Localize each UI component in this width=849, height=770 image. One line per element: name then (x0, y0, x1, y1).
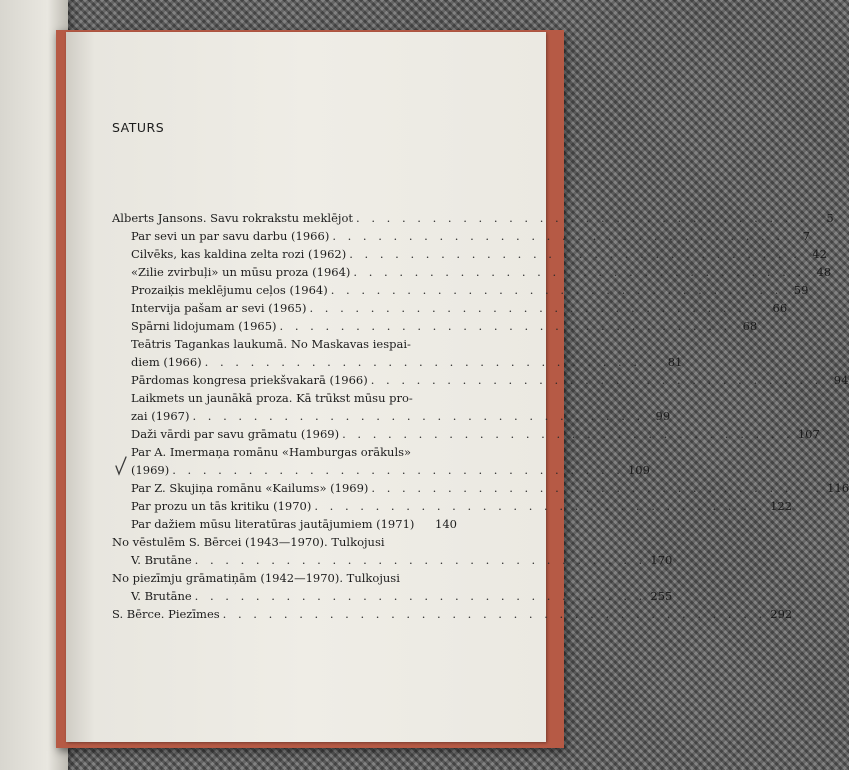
toc-entry-title: V. Brutāne (131, 589, 192, 603)
toc-entry-title: S. Bērce. Piezīmes (112, 607, 220, 621)
toc-entry (131, 480, 849, 496)
toc-entry-title: Pārdomas kongresa priekšvakarā (1966) (131, 373, 368, 387)
dot-leader: . . . . . . . . . . . . . . . . . . . . . . . . . . . . . . (332, 229, 784, 243)
toc-entry (131, 372, 849, 388)
toc-entry-page: 81 (667, 355, 683, 369)
toc-entry-title: (1969) (131, 463, 170, 477)
toc-entry (112, 570, 457, 586)
toc-entry (131, 552, 673, 568)
toc-entry (131, 246, 827, 262)
toc-entry-page: 68 (742, 319, 758, 333)
dot-leader: . . . . . . . . . . . . . . . . . . . . . . . . . . . . . . (342, 427, 794, 441)
toc-entry (131, 408, 671, 424)
toc-entry (131, 318, 758, 334)
dot-leader: . . . . . . . . . . . . . . . . . . . . . . . . . . . . . . (349, 247, 801, 261)
toc-entry-page: 7 (802, 229, 810, 243)
toc-entry (131, 498, 793, 514)
toc-entry (112, 606, 793, 622)
toc-entry-title: Spārni lidojumam (1965) (131, 319, 277, 333)
toc-entry-title: Intervija pašam ar sevi (1965) (131, 301, 307, 315)
toc-entry (131, 444, 457, 460)
dot-leader: . . . . . . . . . . . . . . . . . . . . . . . . . . . . . . . . . . . . (222, 607, 767, 621)
toc-entry (112, 210, 834, 226)
toc-entry-page: 122 (770, 499, 793, 513)
toc-entry-title: Par Z. Skujiņa romānu «Kailums» (1969) (131, 481, 369, 495)
dot-leader: . . . . . . . . . . . . . . . . . . . . . . . . . . . . . . (371, 481, 824, 495)
dot-leader: . . . . . . . . . . . . . . . . . . . . . . . . . . . . . . (172, 463, 624, 477)
dot-leader: . . . . . . . . . . . . . . . . . . . . . . . . . . . . . . (279, 319, 732, 333)
toc-entry-page: 5 (826, 211, 834, 225)
toc-entry-title: Daži vārdi par savu grāmatu (1969) (131, 427, 340, 441)
toc-entry-page: 99 (655, 409, 671, 423)
dot-leader: . . . . . . . . . . . . . . . . . . . . . . . . . . . . . . (194, 553, 647, 567)
toc-entry (112, 534, 457, 550)
toc-entry-title: Laikmets un jaunākā proza. Kā trūkst mūsu pro- (131, 391, 413, 405)
toc-entry (131, 354, 683, 370)
toc-entry-title: diem (1966) (131, 355, 202, 369)
toc-entry-title: Par A. Imermaņa romānu «Hamburgas orākuls» (131, 445, 412, 459)
toc-entry-page: 59 (793, 283, 809, 297)
toc-entry-title: Teātris Tagankas laukumā. No Maskavas iespai- (131, 337, 411, 351)
toc-entry-title: zai (1967) (131, 409, 190, 423)
toc-entry (131, 516, 457, 532)
dot-leader: . . . . . . . . . . . . . . . . . . . . . . . . . . . . . . (314, 499, 767, 513)
toc-entry-title: No piezīmju grāmatiņām (1942—1970). Tulkojusi (112, 571, 400, 585)
toc-entry-page: 66 (772, 301, 788, 315)
dot-leader: . . . . . . . . . . . . . . . . . . . . . . . . . . . . . . (309, 301, 762, 315)
contents-heading: SATURS (112, 120, 165, 135)
dot-leader: . . . . . . . . . . . . . . . . . . . . . . . . . . . . . . (356, 211, 808, 225)
toc-entry-title: Cilvēks, kas kaldina zelta rozi (1962) (131, 247, 347, 261)
toc-entry-title: Par prozu un tās kritiku (1970) (131, 499, 312, 513)
dot-leader: . . . . . . . . . . . . . . . . . . . . . . . . . . . . . . (192, 409, 645, 423)
dot-leader: . . . . . . . . . . . . . . . . . . . . . . . . . . . . . . (370, 373, 823, 387)
toc-entry (131, 462, 650, 478)
toc-entry-page: 48 (816, 265, 832, 279)
toc-entry-page: 140 (435, 517, 457, 531)
dot-leader: . . . . . . . . . . . . . . . . . . . . . . . . . . . . . . (204, 355, 657, 369)
toc-entry-page: 255 (650, 589, 673, 603)
toc-entry (131, 228, 810, 244)
toc-entry-title: V. Brutāne (131, 553, 192, 567)
toc-entry (131, 264, 832, 280)
toc-entry-page: 170 (650, 553, 673, 567)
toc-entry-title: Par dažiem mūsu literatūras jautājumiem (1971) (131, 517, 415, 531)
toc-entry (131, 282, 809, 298)
toc-entry-title: Prozaiķis meklējumu ceļos (1964) (131, 283, 328, 297)
dot-leader: . . . . . . . . . . . . . . . . . . . . . . . . . . . . . . (194, 589, 647, 603)
handwritten-checkmark (115, 456, 127, 476)
toc-entry-title: Par sevi un par savu darbu (1966) (131, 229, 330, 243)
toc-entry (131, 390, 457, 406)
toc-entry (131, 588, 673, 604)
toc-entry (131, 336, 457, 352)
toc-entry (131, 300, 788, 316)
toc-entry-page: 109 (627, 463, 650, 477)
toc-entry-page: 42 (812, 247, 827, 261)
toc-entry-page: 107 (797, 427, 820, 441)
dot-leader: . . . . . . . . . . . . . . . . . . . . . . . . . . . . . . (353, 265, 806, 279)
toc-entry (131, 426, 820, 442)
toc-entry-title: Alberts Jansons. Savu rokrakstu meklējot (112, 211, 354, 225)
toc-entry-title: No vēstulēm S. Bērcei (1943—1970). Tulkojusi (112, 535, 385, 549)
toc-entry-page: 116 (827, 481, 849, 495)
dot-leader: . . . . . . . . . . . . . . . . . . . . . . . . . . . . . . (330, 283, 783, 297)
toc-entry-page: 94 (833, 373, 849, 387)
toc-entry-title: «Zilie zvirbuļi» un mūsu proza (1964) (131, 265, 351, 279)
toc-entry-page: 292 (770, 607, 793, 621)
